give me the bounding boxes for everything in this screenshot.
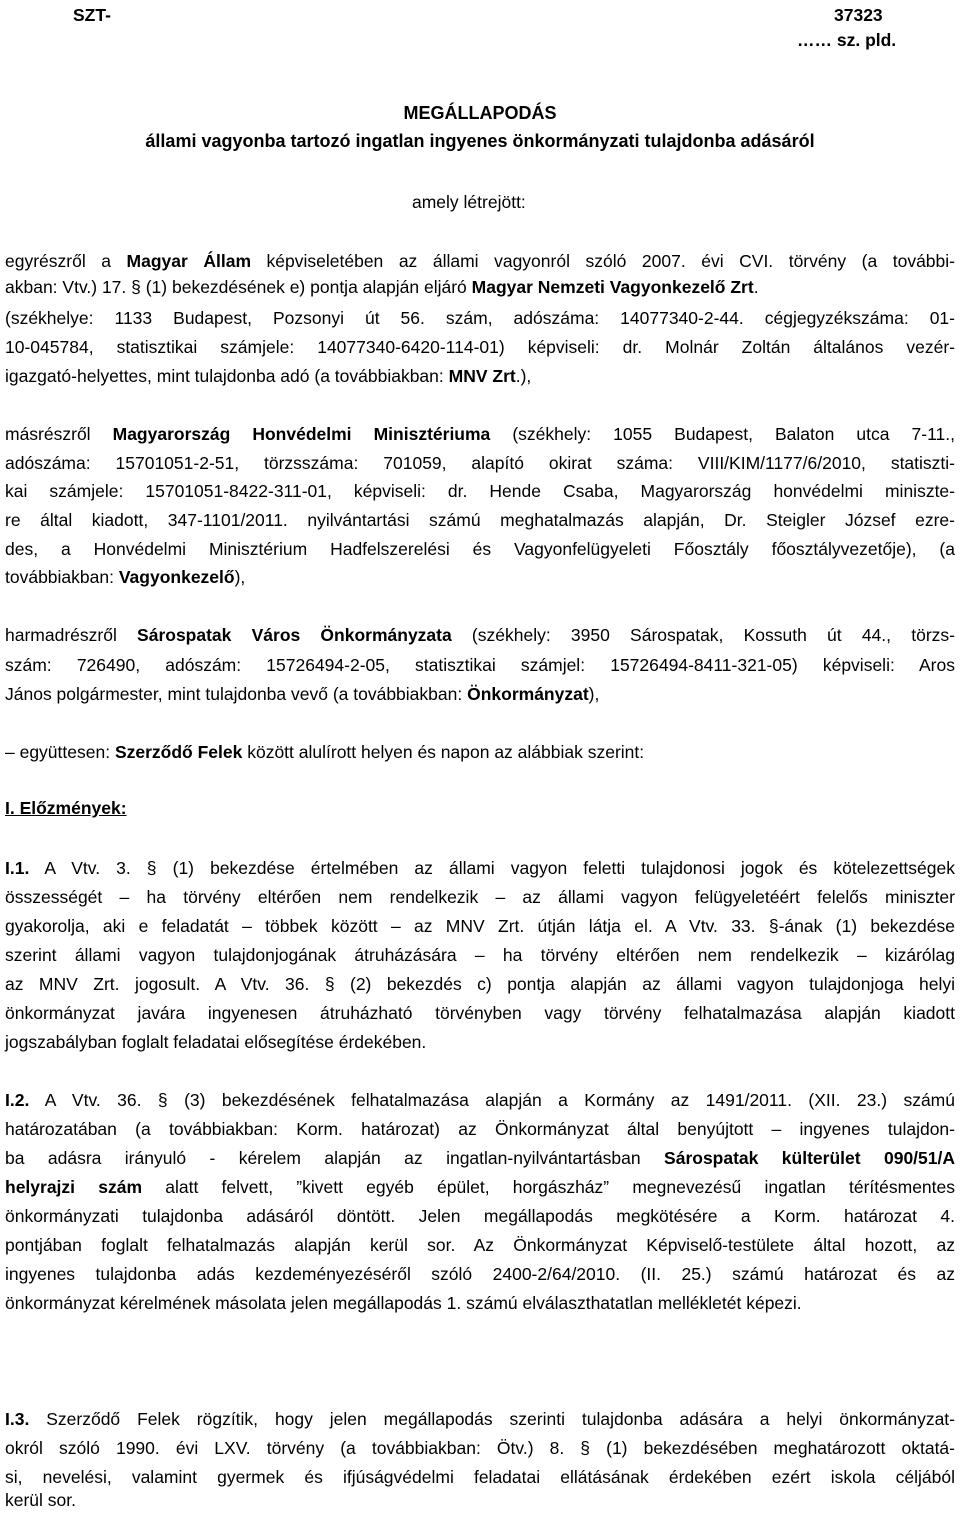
party3-line: János polgármester, mint tulajdonba vevő (a továbbiakban: Önkormányzat), bbox=[5, 684, 600, 704]
paragraph-line: si, nevelési, valamint gyermek és ifjúságvédelmi feladatai ellátásának érdekében ezért iskola céljából bbox=[5, 1467, 955, 1487]
paragraph-line: az MNV Zrt. jogosult. A Vtv. 36. § (2) bekezdés c) pontja alapján az állami vagyon tulajdonjoga helyi bbox=[5, 974, 955, 994]
section-heading: I. Előzmények: bbox=[5, 798, 127, 818]
intro-text: amely létrejött: bbox=[412, 192, 526, 212]
paragraph-line: I.3. Szerződő Felek rögzítik, hogy jelen megállapodás szerinti tulajdonba adására a helyi önkormányzat- bbox=[5, 1409, 955, 1429]
party1-line: 10-045784, statisztikai számjele: 14077340-6420-114-01) képviseli: dr. Molnár Zoltán általános vezér- bbox=[5, 337, 955, 357]
paragraph-line: önkormányzati tulajdonba adásáról döntött. Jelen megállapodás megkötésére a Korm. határozat 4. bbox=[5, 1206, 955, 1226]
document-number: 37323 bbox=[834, 5, 883, 25]
party2-line: des, a Honvédelmi Minisztérium Hadfelszerelési és Vagyonfelügyeleti Főosztály főosztályvezetője), (a bbox=[5, 539, 955, 559]
paragraph-line: gyakorolja, aki e feladatát – többek között – az MNV Zrt. útján látja el. A Vtv. 33. §-ának (1) bekezdése bbox=[5, 916, 955, 936]
paragraph-line: ingyenes tulajdonba adás kezdeményezéséről szóló 2400-2/64/2010. (II. 25.) számú határozat és az bbox=[5, 1264, 955, 1284]
paragraph-line: kerül sor. bbox=[5, 1490, 76, 1510]
party1-line: egyrészről a Magyar Állam képviseletében az állami vagyonról szóló 2007. évi CVI. törvény (a további- bbox=[5, 251, 955, 271]
paragraph-line: ba adásra irányuló - kérelem alapján az ingatlan-nyilvántartásban Sárospatak külterület 090/51/A bbox=[5, 1148, 955, 1168]
paragraph-line: okról szóló 1990. évi LXV. törvény (a továbbiakban: Ötv.) 8. § (1) bekezdésében meghatározott oktatá- bbox=[5, 1438, 955, 1458]
document-subtitle: állami vagyonba tartozó ingatlan ingyenes önkormányzati tulajdonba adásáról bbox=[145, 131, 815, 151]
paragraph-line: pontjában foglalt felhatalmazás alapján kerül sor. Az Önkormányzat Képviselő-testülete által hozott, az bbox=[5, 1235, 955, 1255]
paragraph-line: jogszabályban foglalt feladatai elősegítése érdekében. bbox=[5, 1032, 427, 1052]
party3-line: harmadrészről Sárospatak Város Önkormányzata (székhely: 3950 Sárospatak, Kossuth út 44., törzs- bbox=[5, 625, 955, 645]
paragraph-line: önkormányzat kérelmének másolata jelen megállapodás 1. számú elválaszthatatlan mellékletét képezi. bbox=[5, 1293, 802, 1313]
party2-line: másrészről Magyarország Honvédelmi Minisztériuma (székhely: 1055 Budapest, Balaton utca 7-11., bbox=[5, 424, 955, 444]
paragraph-line: I.1. A Vtv. 3. § (1) bekezdése értelmében az állami vagyon feletti tulajdonosi jogok és kötelezettségek bbox=[5, 858, 955, 878]
party1-line: akban: Vtv.) 17. § (1) bekezdésének e) pontja alapján eljáró Magyar Nemzeti Vagyonkezelő Zrt. bbox=[5, 277, 759, 297]
party1-line: (székhelye: 1133 Budapest, Pozsonyi út 56. szám, adószáma: 14077340-2-44. cégjegyzékszáma: 01- bbox=[5, 308, 955, 328]
paragraph-line: önkormányzat javára ingyenesen átruházható törvényben vagy törvény felhatalmazása alapján kiadott bbox=[5, 1003, 955, 1023]
party3-line: szám: 726490, adószám: 15726494-2-05, statisztikai számjel: 15726494-8411-321-05) képviseli: Aros bbox=[5, 655, 955, 675]
party2-line: kai számjele: 15701051-8422-311-01, képviseli: dr. Hende Csaba, Magyarország honvédelmi miniszte- bbox=[5, 481, 955, 501]
copy-number: …… sz. pld. bbox=[797, 30, 897, 50]
document-title: MEGÁLLAPODÁS bbox=[403, 103, 557, 123]
party1-line: igazgató-helyettes, mint tulajdonba adó (a továbbiakban: MNV Zrt.), bbox=[5, 366, 532, 386]
party2-line: továbbiakban: Vagyonkezelő), bbox=[5, 567, 246, 587]
paragraph-line: összességét – ha törvény eltérően nem rendelkezik – az állami vagyon felügyeletéért felelős miniszter bbox=[5, 887, 955, 907]
paragraph-line: I.2. A Vtv. 36. § (3) bekezdésének felhatalmazása alapján a Kormány az 1491/2011. (XII. 23.) számú bbox=[5, 1090, 955, 1110]
party2-line: adószáma: 15701051-2-51, törzsszáma: 701059, alapító okirat száma: VIII/KIM/1177/6/2010, statiszti- bbox=[5, 453, 955, 473]
document-code: SZT- bbox=[73, 5, 111, 25]
party2-line: re által kiadott, 347-1101/2011. nyilvántartási számú meghatalmazás alapján, Dr. Steigler József ezre- bbox=[5, 510, 955, 530]
paragraph-line: szerint állami vagyon tulajdonjogának átruházására – ha törvény eltérően nem rendelkezik – kizárólag bbox=[5, 945, 955, 965]
parties-together: – együttesen: Szerződő Felek között alulírott helyen és napon az alábbiak szerint: bbox=[5, 742, 645, 762]
paragraph-line: helyrajzi szám alatt felvett, ”kivett egyéb épület, horgászház” megnevezésű ingatlan térítésmentes bbox=[5, 1177, 956, 1197]
paragraph-line: határozatában (a továbbiakban: Korm. határozat) az Önkormányzat által benyújtott – ingyenes tulajdon- bbox=[5, 1119, 955, 1139]
